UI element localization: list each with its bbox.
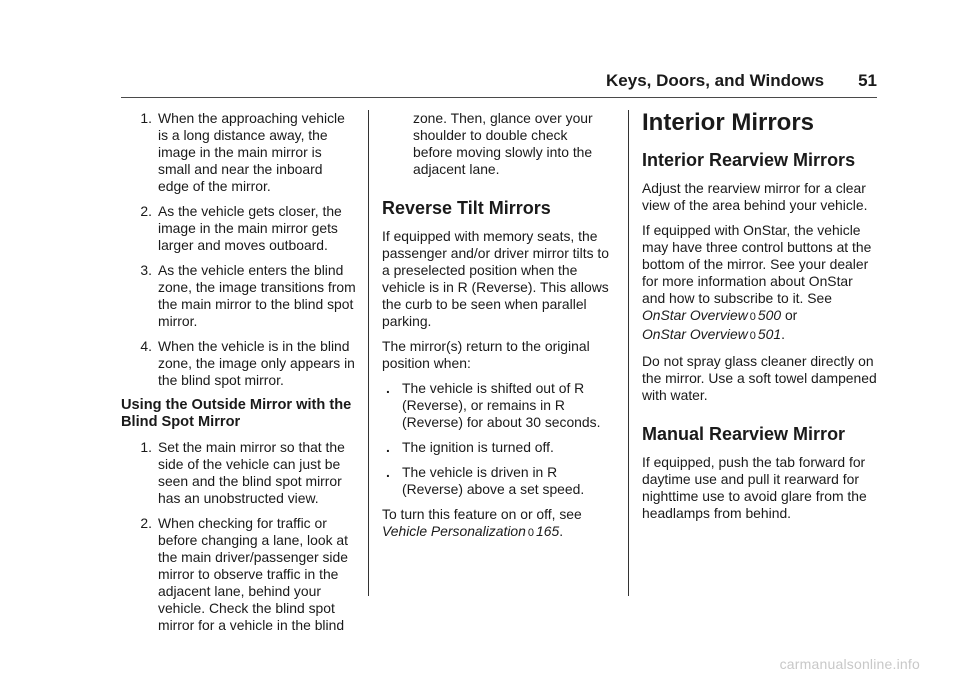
steps-list-a	[121, 110, 357, 389]
list-item: . The ignition is turned off.	[386, 439, 554, 455]
heading-reverse-tilt: Reverse Tilt Mirrors	[382, 198, 551, 218]
list-item: 1. When the approaching vehicle is a long distance away, the image in the main mirror is small and near the inboard edge of the mirror.	[140, 110, 345, 194]
steps-list-b	[121, 439, 357, 634]
column-2	[382, 110, 610, 550]
step-continuation: zone. Then, glance over your shoulder to double check before moving slowly into the adjacent lane.	[413, 110, 593, 177]
list-item: 3. As the vehicle enters the blind zone, the image transitions from the main mirror to the blind spot mirror.	[140, 262, 356, 329]
bullet-list	[382, 380, 610, 498]
page-ref-arrow-icon: 0	[749, 311, 756, 323]
page-header	[606, 71, 877, 91]
section-title: Keys, Doors, and Windows	[606, 71, 825, 90]
paragraph: Do not spray glass cleaner directly on the mirror. Use a soft towel dampened with water.	[642, 353, 877, 403]
page-ref-arrow-icon: 0	[527, 527, 535, 539]
heading-interior-mirrors: Interior Mirrors	[642, 109, 815, 136]
watermark: carmanualsonline.info	[779, 656, 920, 672]
list-item: 1. Set the main mirror so that the side of the vehicle can just be seen and the blind spot mirror has an unobstructed view.	[140, 439, 345, 506]
column-1	[121, 110, 357, 642]
heading-manual-rearview: Manual Rearview Mirror	[642, 424, 846, 444]
column-divider-1	[368, 110, 369, 596]
subheading-outside-mirror: Using the Outside Mirror with the Blind Spot Mirror	[121, 397, 352, 430]
paragraph: If equipped with OnStar, the vehicle may have three control buttons at the bottom of the mirror. See your dealer for more information about OnStar and how to subscribe to it. See OnStar Overview 0 500 or OnStar Overview 0 501.	[642, 222, 872, 342]
column-divider-2	[628, 110, 629, 596]
page-ref-arrow-icon: 0	[749, 330, 756, 342]
page-number: 51	[858, 71, 877, 90]
paragraph: If equipped, push the tab forward for daytime use and pull it rearward for nighttime use to avoid glare from the headlamps from behind.	[642, 454, 867, 521]
page-ref-number[interactable]: 500	[757, 307, 782, 323]
list-item: 2. As the vehicle gets closer, the image in the main mirror gets larger and moves outboard.	[140, 203, 342, 253]
list-item: . The vehicle is driven in R (Reverse) above a set speed.	[386, 464, 585, 497]
header-rule	[121, 97, 877, 98]
list-item: 4. When the vehicle is in the blind zone, the image only appears in the blind spot mirror.	[140, 338, 355, 388]
page-ref-number[interactable]: 165	[536, 523, 560, 539]
column-3	[642, 110, 878, 530]
paragraph: To turn this feature on or off, see Vehicle Personalization 0 165.	[382, 506, 582, 539]
xref-onstar-overview[interactable]: OnStar Overview	[642, 307, 748, 323]
paragraph: The mirror(s) return to the original position when:	[382, 338, 590, 371]
list-item: . The vehicle is shifted out of R (Reverse), or remains in R (Reverse) for about 30 seconds.	[386, 380, 601, 430]
list-item: 2. When checking for traffic or before changing a lane, look at the main driver/passenger side mirror to observe traffic in the adjacent lane, behind your vehicle. Check the blind spot mirror for a vehicle in the blind	[140, 515, 348, 633]
xref-onstar-overview[interactable]: OnStar Overview	[642, 326, 748, 342]
paragraph: Adjust the rearview mirror for a clear view of the area behind your vehicle.	[642, 180, 868, 213]
heading-interior-rearview: Interior Rearview Mirrors	[642, 150, 856, 170]
paragraph: If equipped with memory seats, the passenger and/or driver mirror tilts to a preselected position when the vehicle is in R (Reverse). This allows the curb to be seen when parallel parking.	[382, 228, 609, 329]
xref-vehicle-personalization[interactable]: Vehicle Personalization	[382, 523, 526, 539]
page-ref-number[interactable]: 501	[757, 326, 782, 342]
